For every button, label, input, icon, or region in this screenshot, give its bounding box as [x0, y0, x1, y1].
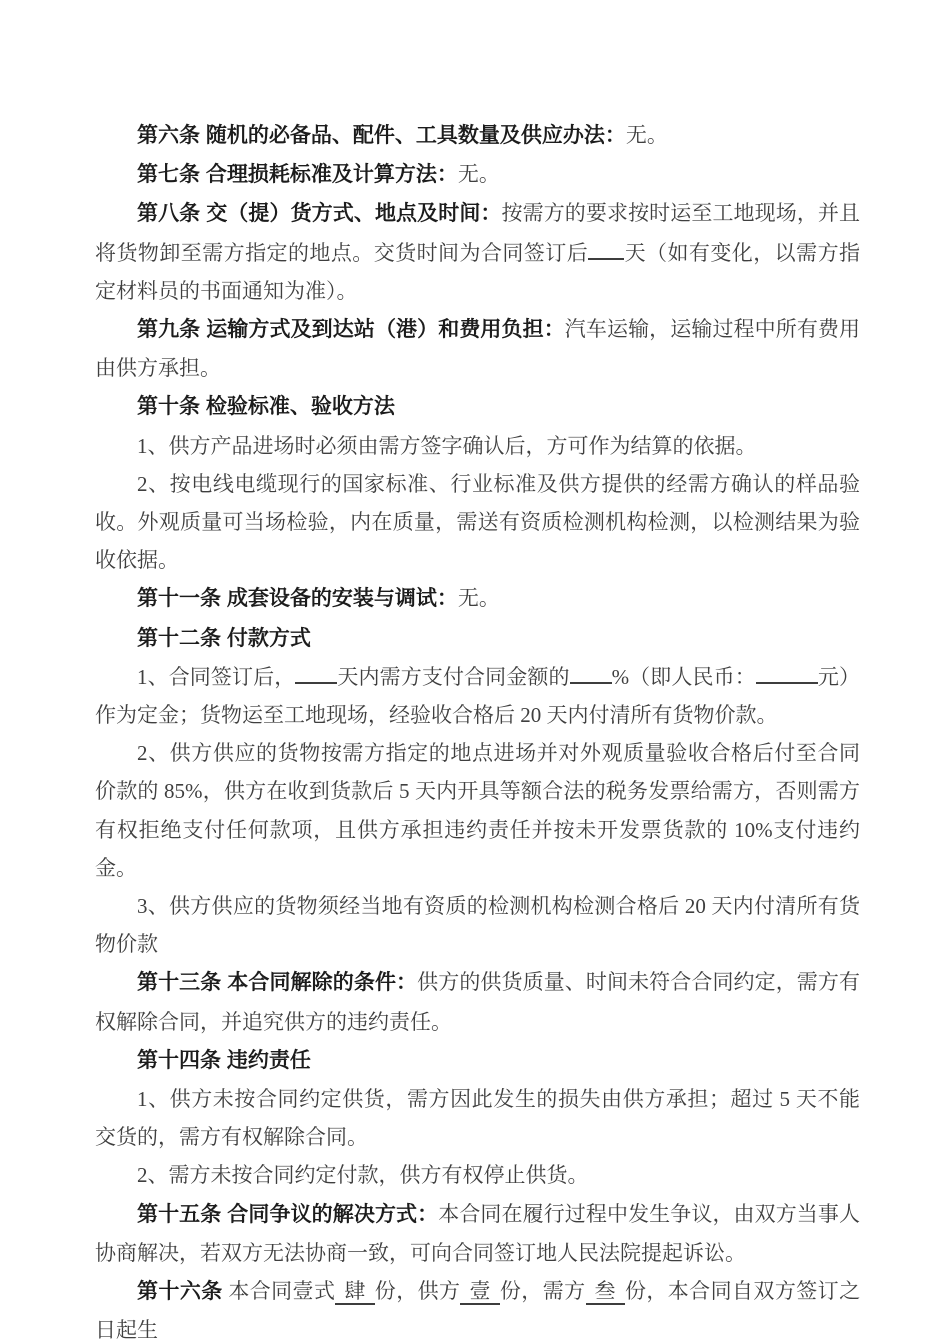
prepay-days-blank	[295, 662, 337, 684]
article-15-heading: 第十五条 合同争议的解决方式：	[137, 1202, 439, 1226]
article-8-text-after-blank: 天（如有变化，以需方指定材料员的书面通知为准）。	[95, 240, 861, 303]
article-13	[95, 963, 860, 1040]
article-12-item-2	[95, 734, 860, 887]
article-10-item-1	[95, 427, 860, 465]
article-14-item-1	[95, 1080, 860, 1156]
delivery-days-blank	[588, 238, 624, 260]
article-10-heading-line	[95, 387, 860, 426]
prepay-percent-blank	[570, 662, 612, 684]
article-9-text: 汽车运输，运输过程中所有费用由供方承担。	[95, 317, 861, 381]
article-10-heading: 第十条 检验标准、验收方法	[137, 395, 395, 419]
article-12-item-3	[95, 887, 860, 963]
article-11-text: 无。	[457, 586, 500, 611]
article-8-text-before-blank: 按需方的要求按时运至工地现场，并且将货物卸至需方指定的地点。交货时间为合同签订后	[95, 201, 860, 265]
article-16	[95, 1272, 860, 1344]
article-10-item-2	[95, 465, 860, 580]
article-11-heading: 第十一条 成套设备的安装与调试：	[137, 587, 458, 611]
article-14-item-2	[95, 1156, 860, 1194]
prepay-amount-blank	[756, 662, 818, 684]
article-15	[95, 1195, 860, 1272]
article-12-item-3-text: 3、供方供应的货物须经当地有资质的检测机构检测合格后 20 天内付清所有货物价款	[95, 894, 860, 957]
article-12-item-1	[95, 658, 860, 734]
article-12-item-1-seg-1: 1、合同签订后，	[137, 664, 296, 689]
article-12-item-1-seg-2: 天内需方支付合同金额的	[337, 664, 570, 689]
article-13-heading: 第十三条 本合同解除的条件：	[137, 971, 418, 995]
article-16-heading: 第十六条	[137, 1280, 223, 1304]
article-8	[95, 194, 860, 310]
article-12-heading-line	[95, 619, 860, 658]
demander-copies-fill: 叁	[586, 1279, 625, 1305]
article-7-heading: 第七条 合理损耗标准及计算方法：	[137, 163, 458, 187]
article-16-seg-1: 本合同壹式	[222, 1279, 336, 1304]
article-16-seg-4: 份，本合同自双方签订之日起生	[95, 1279, 861, 1343]
article-14-item-2-text: 2、需方未按合同约定付款，供方有权停止供货。	[137, 1163, 589, 1188]
article-6-heading: 第六条 随机的必备品、配件、工具数量及供应办法：	[137, 124, 626, 147]
article-7-text: 无。	[457, 162, 500, 187]
article-8-heading: 第八条 交（提）货方式、地点及时间：	[137, 202, 502, 226]
article-12-item-2-text: 2、供方供应的货物按需方指定的地点进场并对外观质量验收合格后付至合同价款的 85%，供方在收到货款后 5 天内开具等额合法的税务发票给需方，否则需方有权拒绝支付任何款项，且供方承担违约责任并按未开发票货款的 10%支付违约金。	[95, 741, 860, 880]
article-16-seg-2: 份，供方	[374, 1279, 461, 1304]
article-13-text: 供方的供货质量、时间未符合合同约定，需方有权解除合同，并追究供方的违约责任。	[95, 970, 860, 1034]
article-10-item-1-text: 1、供方产品进场时必须由需方签字确认后，方可作为结算的依据。	[137, 433, 757, 458]
total-copies-fill: 肆	[335, 1279, 374, 1305]
article-16-seg-3: 份，需方	[499, 1279, 586, 1304]
article-6-text: 无。	[625, 123, 668, 147]
article-15-text: 本合同在履行过程中发生争议，由双方当事人协商解决，若双方无法协商一致，可向合同签订地人民法院提起诉讼。	[95, 1201, 860, 1265]
article-12-item-1-seg-3: %（即人民币：	[611, 664, 756, 689]
article-9	[95, 310, 860, 387]
article-7	[95, 155, 860, 194]
article-14-heading: 第十四条 违约责任	[137, 1048, 311, 1072]
supplier-copies-fill: 壹	[460, 1279, 499, 1305]
article-11	[95, 579, 860, 618]
article-9-heading: 第九条 运输方式及到达站（港）和费用负担：	[137, 318, 565, 342]
article-6	[95, 116, 860, 155]
article-10-item-2-text: 2、按电线电缆现行的国家标准、行业标准及供方提供的经需方确认的样品验收。外观质量可当场检验，内在质量，需送有资质检测机构检测，以检测结果为验收依据。	[95, 471, 860, 573]
article-12-item-1-seg-4: 元）作为定金；货物运至工地现场，经验收合格后 20 天内付清所有货物价款。	[95, 664, 861, 728]
article-14-item-1-text: 1、供方未按合同约定供货，需方因此发生的损失由供方承担；超过 5 天不能交货的，需方有权解除合同。	[95, 1087, 860, 1150]
article-14-heading-line	[95, 1041, 860, 1080]
article-12-heading: 第十二条 付款方式	[137, 626, 311, 650]
